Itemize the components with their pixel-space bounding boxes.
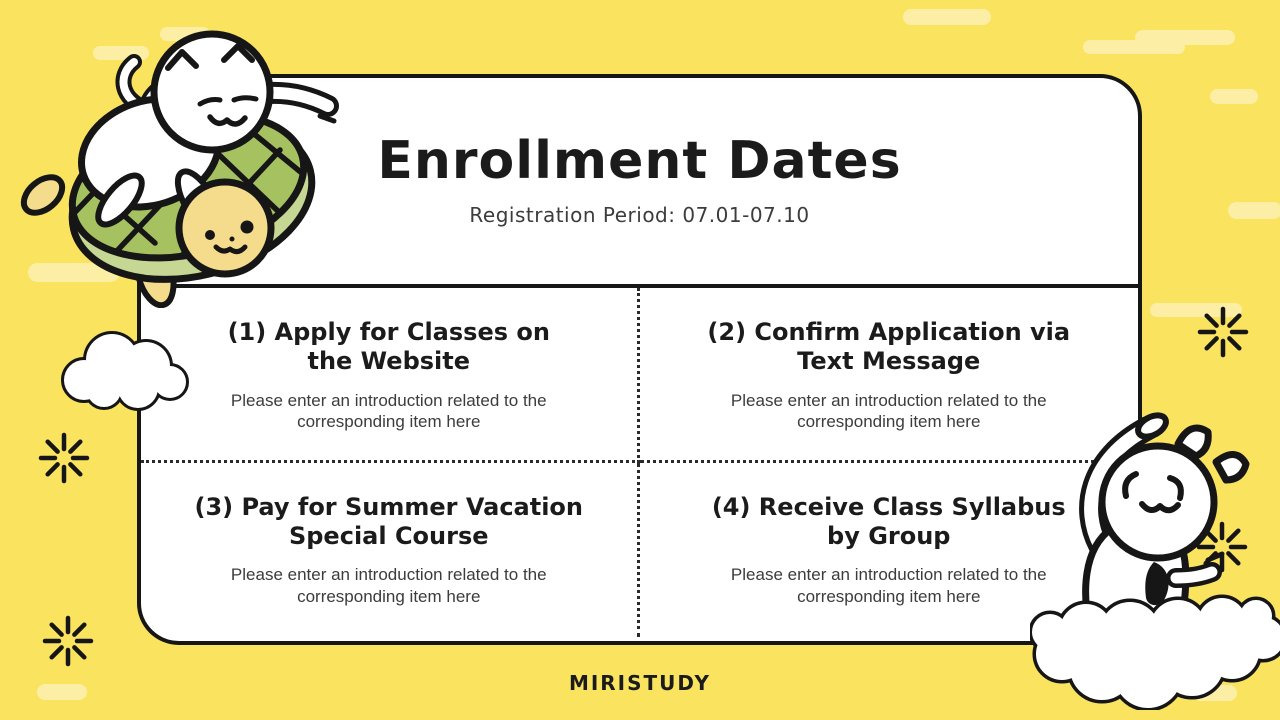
step-item-1 bbox=[141, 288, 640, 463]
brand-footer: MIRISTUDY bbox=[568, 671, 712, 695]
steps-grid bbox=[141, 288, 1138, 637]
sparkle-icon bbox=[42, 615, 94, 667]
subtitle: Registration Period: 07.01-07.10 bbox=[469, 202, 810, 227]
cloud-icon bbox=[52, 318, 192, 418]
page-title: Enrollment Dates bbox=[377, 131, 902, 191]
sparkle-icon bbox=[38, 432, 90, 484]
step-description: Please enter an introduction related to the corresponding item here bbox=[730, 390, 1047, 432]
step-title-line: (2) Confirm Application via bbox=[707, 318, 1071, 346]
step-item-3 bbox=[141, 463, 640, 638]
sparkle-icon bbox=[1197, 306, 1249, 358]
step-title-line: (3) Pay for Summer Vacation bbox=[194, 492, 584, 521]
step-title-line: Special Course bbox=[288, 521, 489, 550]
highlight-pill bbox=[1228, 202, 1280, 219]
step-title-line: the Website bbox=[307, 347, 471, 376]
step-title-line: (1) Apply for Classes on bbox=[227, 318, 550, 346]
highlight-pill bbox=[1210, 89, 1258, 104]
step-title bbox=[169, 493, 609, 552]
step-description: Please enter an introduction related to the corresponding item here bbox=[230, 565, 547, 606]
highlight-pill bbox=[903, 9, 991, 25]
step-title-line: (4) Receive Class Syllabus bbox=[711, 492, 1066, 521]
step-title bbox=[668, 318, 1111, 377]
step-description: Please enter an introduction related to the corresponding item here bbox=[230, 390, 547, 432]
step-title-line: Text Message bbox=[797, 347, 981, 376]
step-title-line: by Group bbox=[827, 521, 951, 550]
step-title bbox=[169, 318, 609, 377]
sparkle-icon bbox=[1196, 521, 1248, 573]
step-description: Please enter an introduction related to the corresponding item here bbox=[730, 565, 1047, 606]
highlight-pill bbox=[1135, 30, 1235, 45]
cat-on-turtle-illustration bbox=[20, 28, 350, 308]
